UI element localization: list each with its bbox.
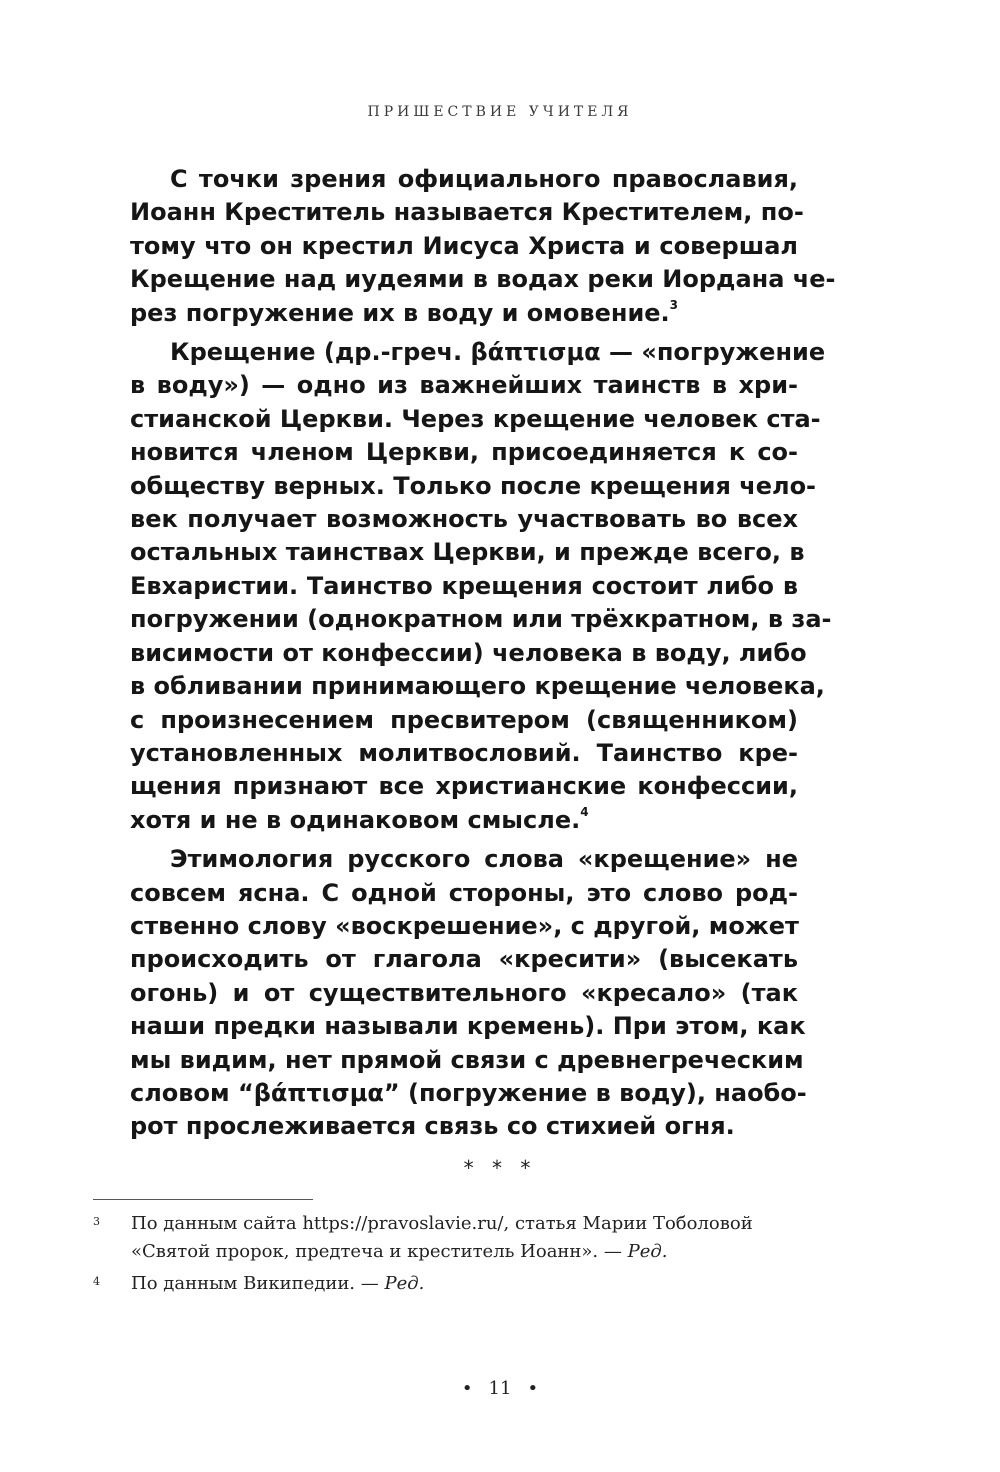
- section-separator: * * *: [463, 1156, 537, 1180]
- text-line: ственно слову «воскрешение», с другой, может: [130, 911, 799, 940]
- paragraph: [130, 843, 807, 1144]
- main-text: [130, 163, 836, 1144]
- text-line: [130, 297, 798, 330]
- footnote: [93, 1210, 853, 1266]
- bullet-icon: •: [461, 1378, 473, 1399]
- text-line: словом “βάπτισμα” (погружение в воду), наобо-: [130, 1078, 807, 1107]
- text-line: тому что он крестил Иисуса Христа и совершал: [130, 231, 798, 260]
- footnote: [93, 1270, 853, 1298]
- text-line: совсем ясна. С одной стороны, это слово род-: [130, 878, 798, 907]
- text-line: остальных таинствах Церкви, и прежде всего, в: [130, 538, 805, 567]
- text-line: Этимология русского слова «крещение» не: [170, 845, 798, 874]
- text-line-content: хотя и не в одинаковом смысле.: [130, 805, 581, 834]
- page-number-footer: [0, 1378, 1000, 1399]
- footnote-ref: 3: [669, 297, 679, 312]
- text-line: С точки зрения официального православия,: [170, 165, 798, 193]
- footnote-divider: [93, 1199, 313, 1200]
- running-head: ПРИШЕСТВИЕ УЧИТЕЛЯ: [367, 104, 633, 120]
- text-line: происходить от глагола «кресити» (высекать: [130, 945, 798, 974]
- text-line: погружении (однократном или трёхкратном, в за-: [130, 605, 832, 634]
- bullet-icon: •: [527, 1378, 539, 1399]
- editor-mark: Ред.: [627, 1241, 668, 1262]
- text-line: Иоанн Креститель называется Крестителем, по-: [130, 198, 804, 227]
- footnote-line: «Святой пророк, предтеча и креститель Иоанн». —: [131, 1241, 628, 1262]
- text-line: рот прослеживается связь со стихией огня.: [130, 1112, 735, 1141]
- text-line: Евхаристии. Таинство крещения состоит либо в: [130, 571, 798, 600]
- text-line: стианской Церкви. Через крещение человек ста-: [130, 404, 821, 433]
- text-line-content: рез погружение их в воду и омовение.: [130, 298, 670, 327]
- footnote-line: По данным сайта https://pravoslavie.ru/, статья Марии Тоболовой: [131, 1213, 753, 1234]
- footnote-text: [131, 1270, 853, 1298]
- text-line: с произнесением пресвитером (священником): [130, 705, 798, 734]
- footnote-number: 4: [93, 1275, 100, 1288]
- text-line: век получает возможность участвовать во всех: [130, 505, 798, 534]
- paragraph: [130, 163, 836, 330]
- text-line: установленных молитвословий. Таинство кре-: [130, 738, 798, 767]
- text-line: висимости от конфессии) человека в воду, либо: [130, 638, 807, 667]
- editor-mark: Ред.: [384, 1273, 425, 1294]
- text-line: в обливании принимающего крещение человека,: [130, 672, 825, 701]
- text-line: обществу верных. Только после крещения чело-: [130, 471, 817, 500]
- footnote-line: По данным Википедии. —: [131, 1273, 385, 1294]
- text-line: новится членом Церкви, присоединяется к со-: [130, 438, 798, 467]
- footnote-text: [131, 1210, 853, 1266]
- text-line: щения признают все христианские конфессии,: [130, 772, 798, 801]
- text-line: огонь) и от существительного «кресало» (так: [130, 978, 798, 1007]
- text-line: в воду») — одно из важнейших таинств в хри-: [130, 371, 798, 400]
- page-number: 11: [488, 1378, 512, 1399]
- text-line: наши предки называли кремень). При этом, как: [130, 1012, 806, 1041]
- footnote-number: 3: [93, 1215, 100, 1228]
- text-line: мы видим, нет прямой связи с древнегреческим: [130, 1045, 804, 1074]
- text-line: Крещение (др.-греч. βάπτισμα — «погружение: [170, 338, 826, 367]
- paragraph: [130, 336, 832, 837]
- footnote-ref: 4: [580, 804, 589, 819]
- text-line: Крещение над иудеями в водах реки Иордана че-: [130, 265, 836, 294]
- text-line: [130, 804, 798, 837]
